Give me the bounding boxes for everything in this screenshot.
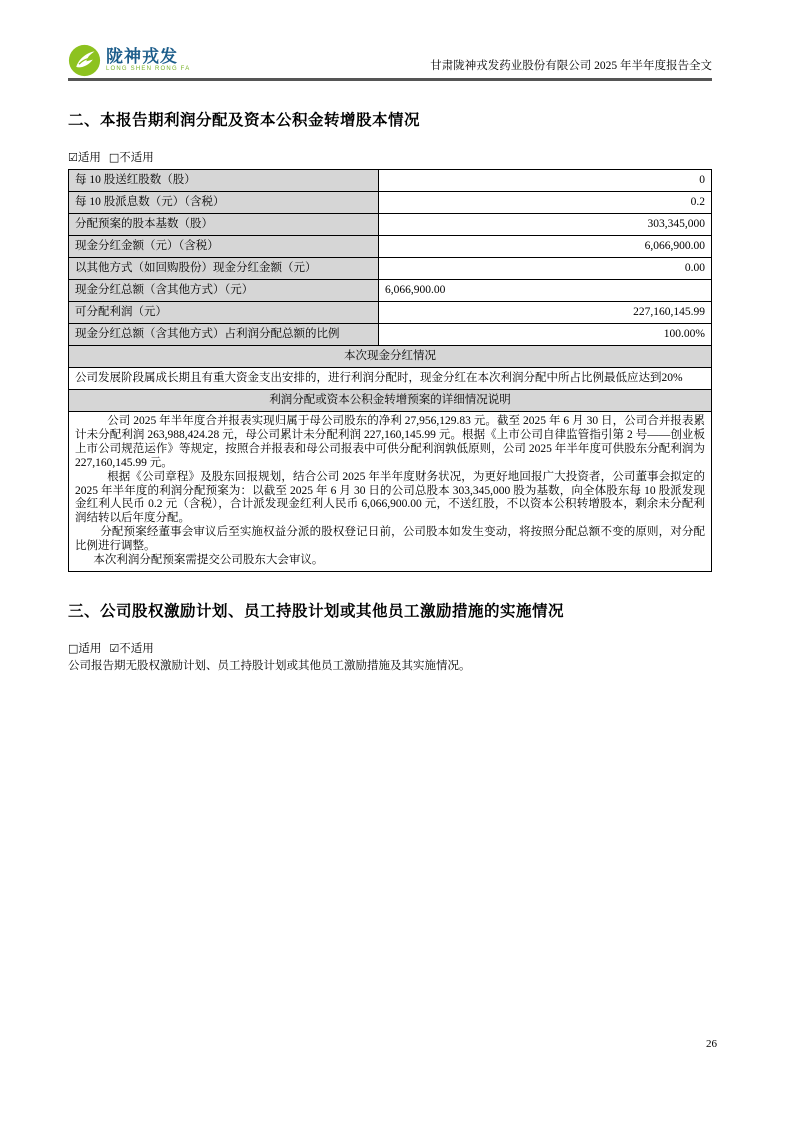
profit-distribution-table <box>68 169 712 572</box>
detail-paragraph: 公司 2025 年半年度合并报表实现归属于母公司股东的净利 27,956,129.83 元。截至 2025 年 6 月 30 日，公司合并报表累计未分配利润 263,988,424.28 元，母公司累计未分配利润 227,160,145.99 元。根据《上市公司自律监管指引第 2 号——创业板上市公司规范运作》等规定，按照合并报表和母公司报表中可供分配利润孰低原则，公司 2025 年半年度可供股东分配利润为 227,160,145.99 元。 <box>75 415 705 469</box>
checkbox-checked-icon: ☑ <box>109 641 120 655</box>
row-value: 6,066,900.00 <box>379 236 712 258</box>
applicable-label: 适用 <box>77 152 101 164</box>
table-row <box>69 390 712 412</box>
company-logo-text <box>106 48 190 73</box>
row-label: 可分配利润（元） <box>69 302 379 324</box>
not-applicable-label: 不适用 <box>119 642 154 655</box>
row-value: 100.00% <box>379 324 712 346</box>
table-row <box>69 324 712 346</box>
table-row <box>69 170 712 192</box>
company-logo-icon <box>68 44 101 77</box>
row-label: 现金分红总额（含其他方式）（元） <box>69 280 379 302</box>
page-header <box>68 0 712 81</box>
cash-dividend-policy-note: 公司发展阶段属成长期且有重大资金支出安排的，进行利润分配时，现金分红在本次利润分配中所占比例最低应达到20% <box>69 368 712 390</box>
row-label: 现金分红金额（元）（含税） <box>69 236 379 258</box>
not-applicable-label: 不适用 <box>119 152 154 164</box>
cash-dividend-section-header: 本次现金分红情况 <box>69 346 712 368</box>
applicable-label: 适用 <box>78 642 102 655</box>
section-3-title: 三、公司股权激励计划、员工持股计划或其他员工激励措施的实施情况 <box>68 602 565 620</box>
detail-section-header: 利润分配或资本公积金转增预案的详细情况说明 <box>69 390 712 412</box>
row-value: 0 <box>379 170 712 192</box>
section-2-title: 二、本报告期利润分配及资本公积金转增股本情况 <box>68 112 421 129</box>
row-label: 分配预案的股本基数（股） <box>69 214 379 236</box>
table-row <box>69 192 712 214</box>
table-row <box>69 280 712 302</box>
row-label: 每 10 股派息数（元）（含税） <box>69 192 379 214</box>
checkbox-unchecked-icon: □ <box>108 151 120 164</box>
table-row <box>69 258 712 280</box>
row-value: 0.00 <box>379 258 712 280</box>
row-label: 以其他方式（如回购股份）现金分红金额（元） <box>69 258 379 280</box>
page-number: 26 <box>706 1038 717 1050</box>
company-logo <box>68 44 190 77</box>
section-3-applicability <box>68 642 712 656</box>
table-row <box>69 236 712 258</box>
detail-paragraph: 本次利润分配预案需提交公司股东大会审议。 <box>93 554 324 567</box>
company-name-cn: 陇神戎发 <box>106 47 178 66</box>
row-label: 每 10 股送红股数（股） <box>69 170 379 192</box>
company-name-en: LONG SHEN RONG FA <box>106 66 191 72</box>
row-value: 227,160,145.99 <box>379 302 712 324</box>
section-2-applicability <box>68 151 712 165</box>
table-row <box>69 214 712 236</box>
row-label: 现金分红总额（含其他方式）占利润分配总额的比例 <box>69 324 379 346</box>
checkbox-unchecked-icon: □ <box>68 641 79 655</box>
table-row <box>69 302 712 324</box>
table-row <box>69 368 712 390</box>
row-value: 6,066,900.00 <box>379 280 712 302</box>
row-value: 303,345,000 <box>379 214 712 236</box>
document-title: 甘肃陇神戎发药业股份有限公司 2025 年半年度报告全文 <box>430 60 712 72</box>
table-row <box>69 412 712 572</box>
row-value: 0.2 <box>379 192 712 214</box>
table-row <box>69 346 712 368</box>
detail-paragraph: 分配预案经董事会审议后至实施权益分派的股权登记日前，公司股本如发生变动，将按照分配总额不变的原则，对分配比例进行调整。 <box>75 526 705 553</box>
detail-paragraph: 根据《公司章程》及股东回报规划，结合公司 2025 年半年度财务状况，为更好地回报广大投资者，公司董事会拟定的 2025 年半年度的利润分配预案为：以截至 2025 年 6 月 30 日的公司总股本 303,345,000 股为基数，向全体股东每 10 股派发现金红利人民币 0.2 元（含税），合计派发现金红利人民币 6,066,900.00 元，不送红股，不以资本公积转增股本，剩余未分配利润结转以后年度分配。 <box>75 470 705 525</box>
checkbox-checked-icon: ☑ <box>68 151 78 164</box>
detail-cell <box>69 412 712 572</box>
section-3-note: 公司报告期无股权激励计划、员工持股计划或其他员工激励措施及其实施情况。 <box>68 659 471 672</box>
